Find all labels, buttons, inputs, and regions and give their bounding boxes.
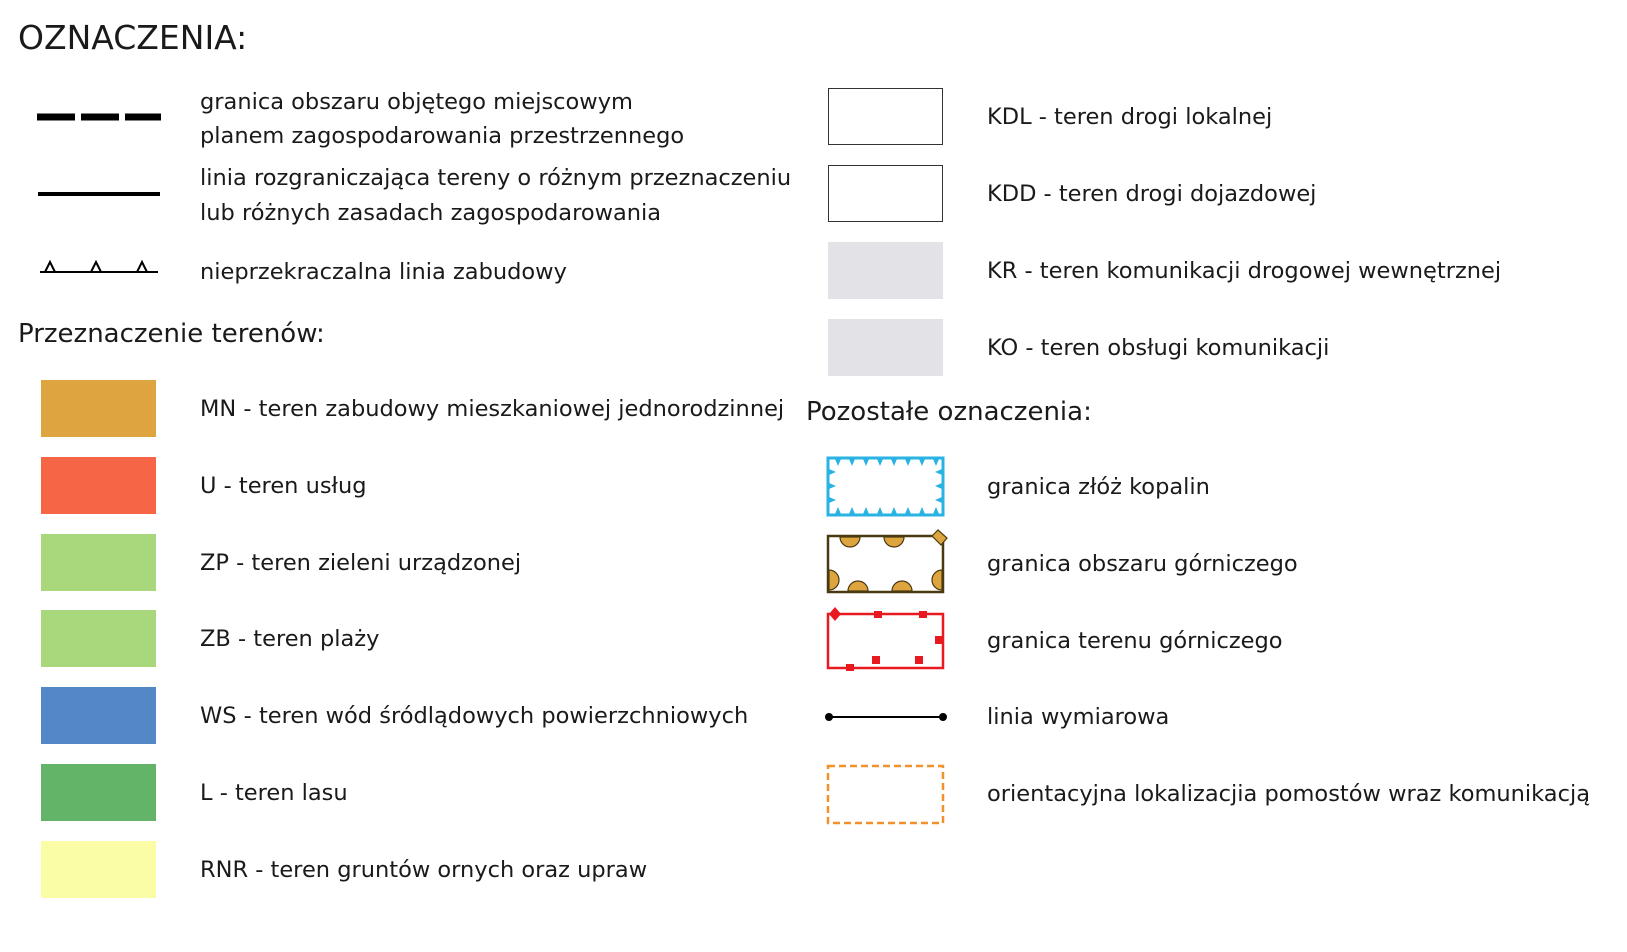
other-symbol-label: linia wymiarowa	[987, 704, 1170, 730]
road-swatch	[828, 319, 943, 376]
land-use-label: ZB - teren plaży	[200, 626, 380, 652]
land-use-swatch	[41, 380, 156, 437]
plan-boundary-label-2: planem zagospodarowania przestrzennego	[200, 123, 685, 149]
land-use-label: ZP - teren zieleni urządzonej	[200, 550, 522, 576]
demarcation-label-1: linia rozgraniczająca tereny o różnym przeznaczeniu	[200, 165, 792, 191]
plan-boundary-dashed-line-icon	[37, 110, 161, 124]
land-use-swatch	[41, 764, 156, 821]
other-symbols-heading: Pozostałe oznaczenia:	[806, 397, 1092, 427]
land-use-swatch	[41, 534, 156, 591]
other-symbol-label: orientacyjna lokalizacjia pomostów wraz komunikacją	[987, 781, 1590, 807]
land-use-label: U - teren usług	[200, 473, 367, 499]
other-symbol-label: granica złóż kopalin	[987, 474, 1210, 500]
pier-location-dashed-box-icon	[826, 764, 946, 826]
land-use-heading: Przeznaczenie terenów:	[18, 319, 325, 349]
land-use-label: L - teren lasu	[200, 780, 348, 806]
land-use-swatch	[41, 841, 156, 898]
building-line-triangles-icon	[40, 258, 158, 276]
dimension-line-icon	[824, 710, 948, 724]
other-symbol-label: granica terenu górniczego	[987, 628, 1283, 654]
road-label: KO - teren obsługi komunikacji	[987, 335, 1330, 361]
mineral-deposit-boundary-icon	[826, 456, 946, 518]
land-use-label: RNR - teren gruntów ornych oraz upraw	[200, 857, 648, 883]
mining-terrain-boundary-icon	[826, 606, 948, 670]
plan-boundary-label-1: granica obszaru objętego miejscowym	[200, 89, 633, 115]
road-label: KDD - teren drogi dojazdowej	[987, 181, 1317, 207]
road-swatch	[828, 242, 943, 299]
land-use-swatch	[41, 610, 156, 667]
other-symbol-label: granica obszaru górniczego	[987, 551, 1298, 577]
road-swatch	[828, 165, 943, 222]
road-swatch	[828, 88, 943, 145]
road-label: KDL - teren drogi lokalnej	[987, 104, 1273, 130]
land-use-label: MN - teren zabudowy mieszkaniowej jednorodzinnej	[200, 396, 785, 422]
land-use-swatch	[41, 687, 156, 744]
road-label: KR - teren komunikacji drogowej wewnętrznej	[987, 258, 1502, 284]
legend-title: OZNACZENIA:	[18, 18, 248, 57]
demarcation-solid-line-icon	[38, 190, 160, 198]
demarcation-label-2: lub różnych zasadach zagospodarowania	[200, 200, 662, 226]
building-line-label: nieprzekraczalna linia zabudowy	[200, 259, 567, 285]
mining-area-boundary-icon	[826, 530, 948, 594]
land-use-label: WS - teren wód śródlądowych powierzchniowych	[200, 703, 749, 729]
land-use-swatch	[41, 457, 156, 514]
